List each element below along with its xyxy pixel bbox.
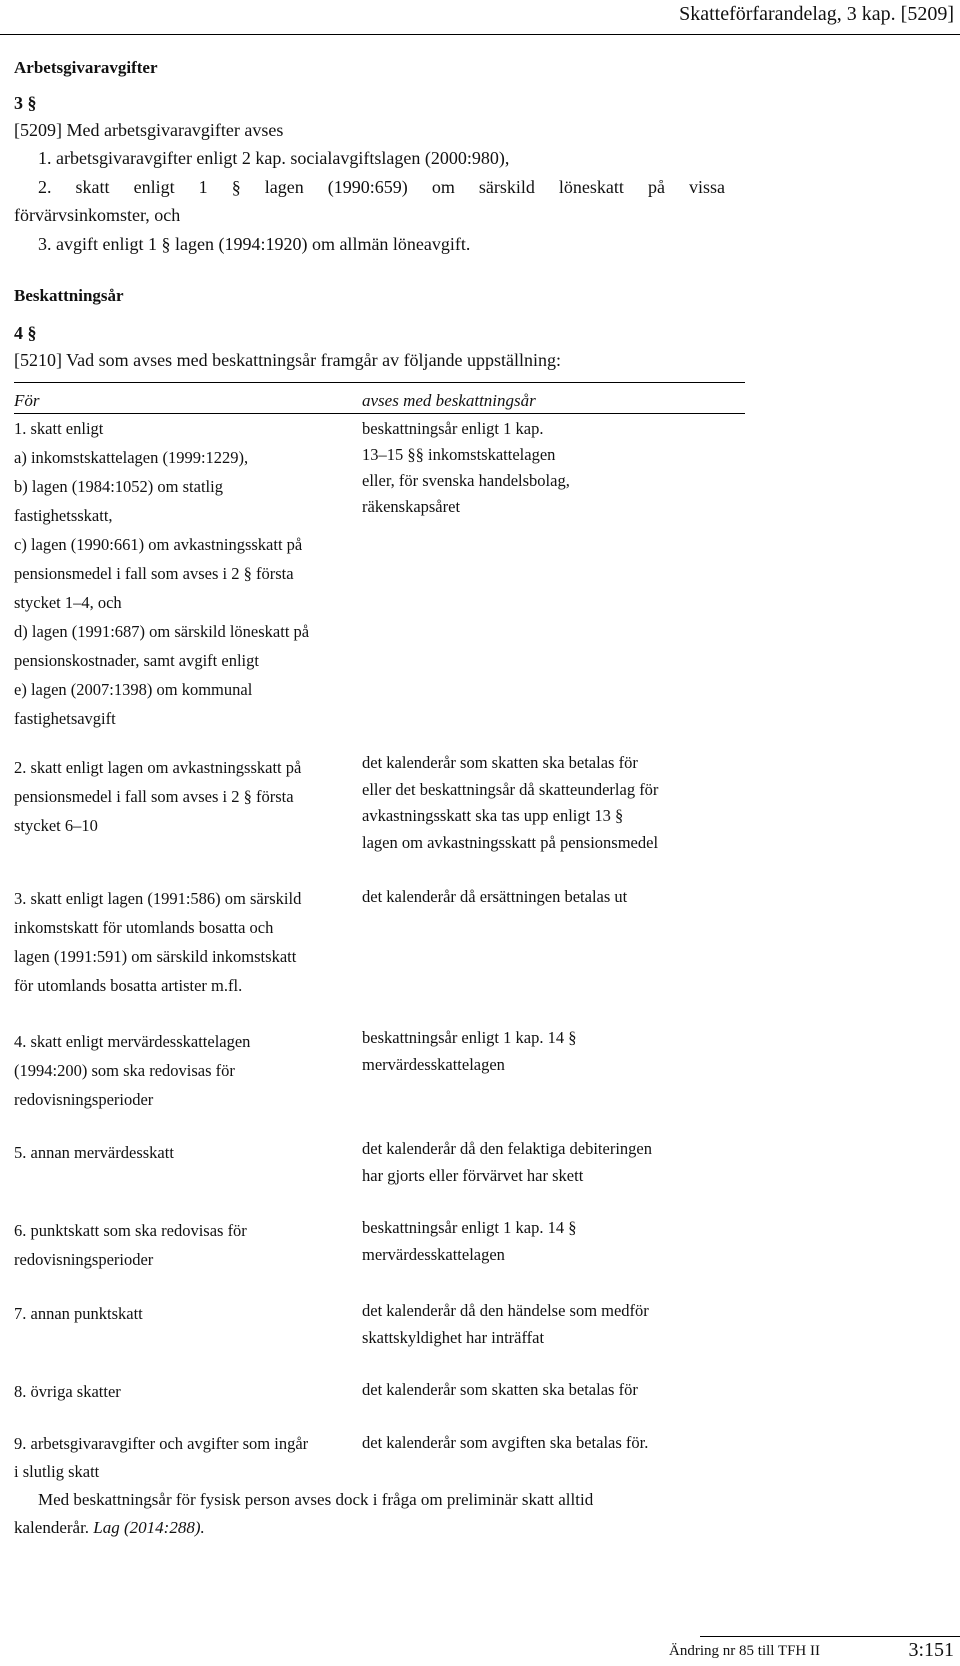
table-cell-line: c) lagen (1990:661) om avkastningsskatt på [14, 535, 303, 554]
table-cell-line: a) inkomstskattelagen (1999:1229), [14, 448, 249, 467]
table-cell-line: det kalenderår då ersättningen betalas ut [362, 887, 628, 906]
table-row-3-right [362, 882, 627, 911]
closing-text: kalenderår. [14, 1518, 90, 1537]
paragraph-intro-3: [5209] Med arbetsgivaravgifter avses [14, 120, 284, 140]
table-cell-line: det kalenderår som avgiften ska betalas för. [362, 1433, 649, 1452]
list-item-3: 3. avgift enligt 1 § lagen (1994:1920) om allmän löneavgift. [38, 234, 471, 254]
table-cell-line: beskattningsår enligt 1 kap. 14 § [362, 1218, 577, 1237]
table-cell-line: mervärdesskattelagen [362, 1245, 505, 1264]
closing-paragraph-line-2 [14, 1514, 205, 1542]
table-row-6-left [14, 1216, 247, 1274]
table-cell-line: lagen (1991:591) om särskild inkomstskatt [14, 947, 297, 966]
table-cell-line: räkenskapsåret [362, 497, 461, 516]
paragraph-number-3: 3 § [14, 93, 37, 113]
table-top-rule [14, 382, 745, 383]
table-cell-line: det kalenderår som skatten ska betalas för [362, 753, 638, 772]
table-cell-line: fastighetsavgift [14, 709, 116, 728]
table-row-7-left [14, 1299, 143, 1328]
table-row-1-right [362, 416, 570, 520]
table-cell-line: avkastningsskatt ska tas upp enligt 13 § [362, 806, 624, 825]
table-cell-line: 6. punktskatt som ska redovisas för [14, 1221, 247, 1240]
law-reference: Lag (2014:288). [93, 1518, 205, 1537]
table-cell-line: 9. arbetsgivaravgifter och avgifter som ingår [14, 1434, 309, 1453]
table-cell-line: pensionskostnader, samt avgift enligt [14, 651, 259, 670]
table-cell-line: eller, för svenska handelsbolag, [362, 471, 570, 490]
table-cell-line: 5. annan mervärdesskatt [14, 1143, 174, 1162]
table-cell-line: 13–15 §§ inkomstskattelagen [362, 445, 556, 464]
section-heading-arbetsgivaravgifter: Arbetsgivaravgifter [14, 58, 158, 77]
table-col-header-right: avses med beskattningsår [362, 391, 536, 410]
table-cell-line: 3. skatt enligt lagen (1991:586) om särskild [14, 889, 302, 908]
closing-paragraph-line-1: Med beskattningsår för fysisk person avses dock i fråga om preliminär skatt alltid [38, 1490, 594, 1509]
table-cell-line: lagen om avkastningsskatt på pensionsmedel [362, 832, 659, 852]
table-cell-line: b) lagen (1984:1052) om statlig [14, 477, 223, 496]
table-cell-line: d) lagen (1991:687) om särskild löneskatt på [14, 622, 310, 641]
table-row-9-left [14, 1430, 308, 1486]
table-cell-line: 7. annan punktskatt [14, 1304, 143, 1323]
edition-note: Ändring nr 85 till TFH II [669, 1643, 820, 1659]
table-cell-line: pensionsmedel i fall som avses i 2 § första [14, 787, 294, 806]
paragraph-number-4: 4 § [14, 323, 37, 343]
table-cell-line: (1994:200) som ska redovisas för [14, 1061, 235, 1080]
table-row-3-left [14, 884, 301, 1000]
table-cell-line: har gjorts eller förvärvet har skett [362, 1166, 584, 1185]
table-cell-line: 8. övriga skatter [14, 1382, 121, 1401]
table-cell-line: för utomlands bosatta artister m.fl. [14, 976, 243, 995]
page-number: 3:151 [908, 1639, 954, 1661]
paragraph-intro-4: [5210] Vad som avses med beskattningsår framgår av följande uppställning: [14, 350, 562, 370]
table-cell-line: mervärdesskattelagen [362, 1055, 505, 1074]
table-cell-line: 1. skatt enligt [14, 419, 104, 438]
list-item-1: 1. arbetsgivaravgifter enligt 2 kap. socialavgiftslagen (2000:980), [38, 148, 510, 168]
table-cell-line: stycket 1–4, och [14, 593, 122, 612]
table-row-4-right [362, 1024, 576, 1078]
table-cell-line: eller det beskattningsår då skatteunderlag för [362, 779, 659, 799]
table-cell-line: pensionsmedel i fall som avses i 2 § första [14, 564, 294, 583]
table-cell-line: redovisningsperioder [14, 1250, 154, 1269]
table-cell-line: stycket 6–10 [14, 816, 98, 835]
table-cell-line: det kalenderår då den händelse som medför [362, 1301, 649, 1320]
section-heading-beskattningsar: Beskattningsår [14, 286, 124, 305]
table-row-9-right [362, 1428, 648, 1457]
table-row-1-left [14, 414, 309, 733]
table-cell-line: det kalenderår som skatten ska betalas för [362, 1380, 638, 1399]
table-row-4-left [14, 1027, 250, 1114]
table-cell-line: i slutlig skatt [14, 1462, 100, 1481]
table-col-header-left: För [14, 391, 40, 410]
footer-rule [700, 1636, 960, 1637]
running-title: Skatteförfarandelag, 3 kap. [5209] [679, 3, 954, 25]
table-cell-line: 2. skatt enligt lagen om avkastningsskatt på [14, 758, 302, 777]
table-cell-line: 4. skatt enligt mervärdesskattelagen [14, 1032, 251, 1051]
table-cell-line: redovisningsperioder [14, 1090, 154, 1109]
table-row-2-right [362, 750, 658, 856]
table-row-8-left [14, 1377, 121, 1406]
table-cell-line: e) lagen (2007:1398) om kommunal [14, 680, 253, 699]
table-row-2-left [14, 753, 301, 840]
table-cell-line: inkomstskatt för utomlands bosatta och [14, 918, 274, 937]
header-rule [0, 34, 960, 35]
table-cell-line: det kalenderår då den felaktiga debiteringen [362, 1139, 652, 1158]
list-item-2-continuation: förvärvsinkomster, och [14, 205, 181, 225]
list-item-2: 2. skatt enligt 1 § lagen (1990:659) om särskild löneskatt på vissa [38, 177, 725, 197]
table-cell-line: fastighetsskatt, [14, 506, 113, 525]
table-row-5-left [14, 1138, 174, 1167]
table-cell-line: beskattningsår enligt 1 kap. [362, 419, 544, 438]
table-cell-line: skattskyldighet har inträffat [362, 1328, 545, 1347]
table-row-8-right [362, 1375, 638, 1404]
table-row-5-right [362, 1135, 652, 1189]
table-row-6-right [362, 1214, 576, 1268]
table-cell-line: beskattningsår enligt 1 kap. 14 § [362, 1028, 577, 1047]
table-row-7-right [362, 1297, 649, 1351]
